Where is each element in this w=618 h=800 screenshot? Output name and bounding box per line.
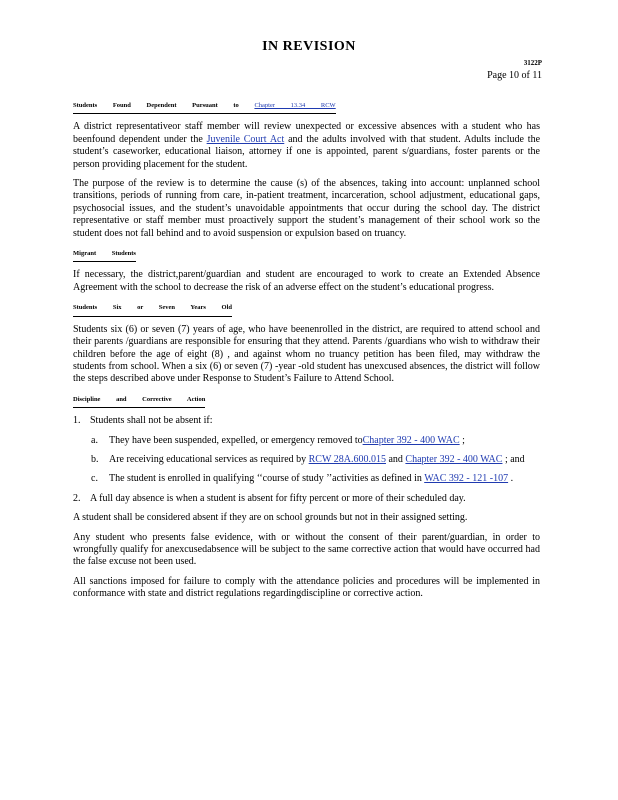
list-marker: a. [91, 434, 98, 446]
list-marker: 2. [73, 492, 81, 504]
list-item-text: ; and [502, 453, 525, 465]
page-indicator: Page 10 of 11 [487, 70, 542, 81]
paragraph: All sanctions imposed for failure to comply with the attendance policies and procedures will be implemented in conformance with state and district regulations regardingdiscipline or corrective action. [73, 575, 540, 600]
heading-text: Students Found Dependent Pursuant to [73, 102, 239, 109]
list-marker: 1. [73, 415, 81, 427]
section-heading-six-seven: Students Six or Seven Years Old [73, 302, 232, 316]
wac-392-121-107-link[interactable]: WAC 392 - 121 -107 [424, 473, 509, 485]
chapter-392-400-wac-link[interactable]: Chapter 392 - 400 WAC [362, 434, 460, 446]
policy-number: 3122P [523, 59, 542, 67]
list-item [73, 415, 540, 427]
section-discipline [73, 393, 540, 408]
list-item [73, 493, 540, 505]
paragraph: Students six (6) or seven (7) years of age, who have beenenrolled in the district, are required to attend school and their parents /guardians are responsible for ensuring that they attend. Parents /guardians who wish to withdraw their children before the age of eight (8) , and against whom no truancy petition has been filed, may withdraw the students from school. When a six (6) or seven (7) -year -old student has unexcused absences, the district will follow the steps described above under Response to Student’s Failure to Attend School. [73, 323, 540, 385]
sub-list-item [91, 454, 540, 466]
section-heading-dependent [73, 100, 336, 114]
list-item-text: and [385, 453, 406, 465]
list-item-text: A full day absence is when a student is absent for fifty percent or more of their scheduled day. [90, 492, 466, 504]
paragraph: Any student who presents false evidence, with or without the consent of their parent/guardian, in order to wrongfully qualify for anexcusedabsence will be subject to the same corrective action that would have occurred had the false excuse not been used. [73, 531, 540, 568]
list-item-text: The student is enrolled in qualifying ‘‘course of study ’’activities as defined in [109, 473, 425, 485]
section-heading-discipline: Discipline and Corrective Action [73, 394, 205, 408]
list-item-text: Are receiving educational services as required by [109, 453, 309, 465]
sub-list-item [91, 435, 540, 447]
document-body [73, 99, 540, 608]
paragraph: A student shall be considered absent if they are on school grounds but not in their assigned setting. [73, 512, 468, 524]
rcw-28a-600-015-link[interactable]: RCW 28A.600.015 [308, 453, 386, 465]
paragraph: The purpose of the review is to determine the cause (s) of the absences, taking into account: unplanned school transitions, periods of running from care, in-patient treatment, incarceration, school adjustment, educational gaps, psychosocial issues, and the student’s unavoidable appointments that occur during the school day. The district representative or staff member must proactively support the student’s management of their school work so the student does not fall behind and to avoid suspension or expulsion based on truancy. [73, 178, 540, 239]
paragraph: If necessary, the district,parent/guardian and student are encouraged to work to create an Extended Absence Agreement with the school to decrease the risk of an adverse effect on the student’s educational progress. [73, 269, 540, 293]
section-heading-migrant: Migrant Students [73, 248, 136, 262]
revision-watermark: IN REVISION [262, 39, 356, 54]
list-marker: c. [91, 473, 98, 485]
section-dependent [73, 99, 540, 114]
list-item-text: They have been suspended, expelled, or emergency removed to [109, 434, 363, 446]
section-six-seven [73, 301, 540, 316]
juvenile-court-act-link[interactable]: Juvenile Court Act [206, 133, 285, 145]
list-item-text: ; [459, 434, 465, 446]
list-item-text: Students shall not be absent if: [90, 415, 213, 427]
list-marker: b. [91, 453, 99, 465]
section-migrant [73, 247, 540, 262]
paragraph-text: A district representativeor staff member will review unexpected or excessive absences with a student who has beenfound dependent under the [73, 121, 540, 145]
paragraph [73, 121, 540, 171]
sub-list-item [91, 473, 540, 485]
paragraph-text: and the adults involved with that student. Adults include the student’s caseworker, educational liaison, attorney if one is appointed, parent s/guardians, foster parents or the person providing placement for the student. [73, 133, 541, 170]
list-item-text: . [508, 473, 514, 485]
chapter-392-400-wac-link[interactable]: Chapter 392 - 400 WAC [405, 453, 503, 465]
chapter-13-34-rcw-link[interactable]: Chapter 13.34 RCW [254, 102, 336, 109]
